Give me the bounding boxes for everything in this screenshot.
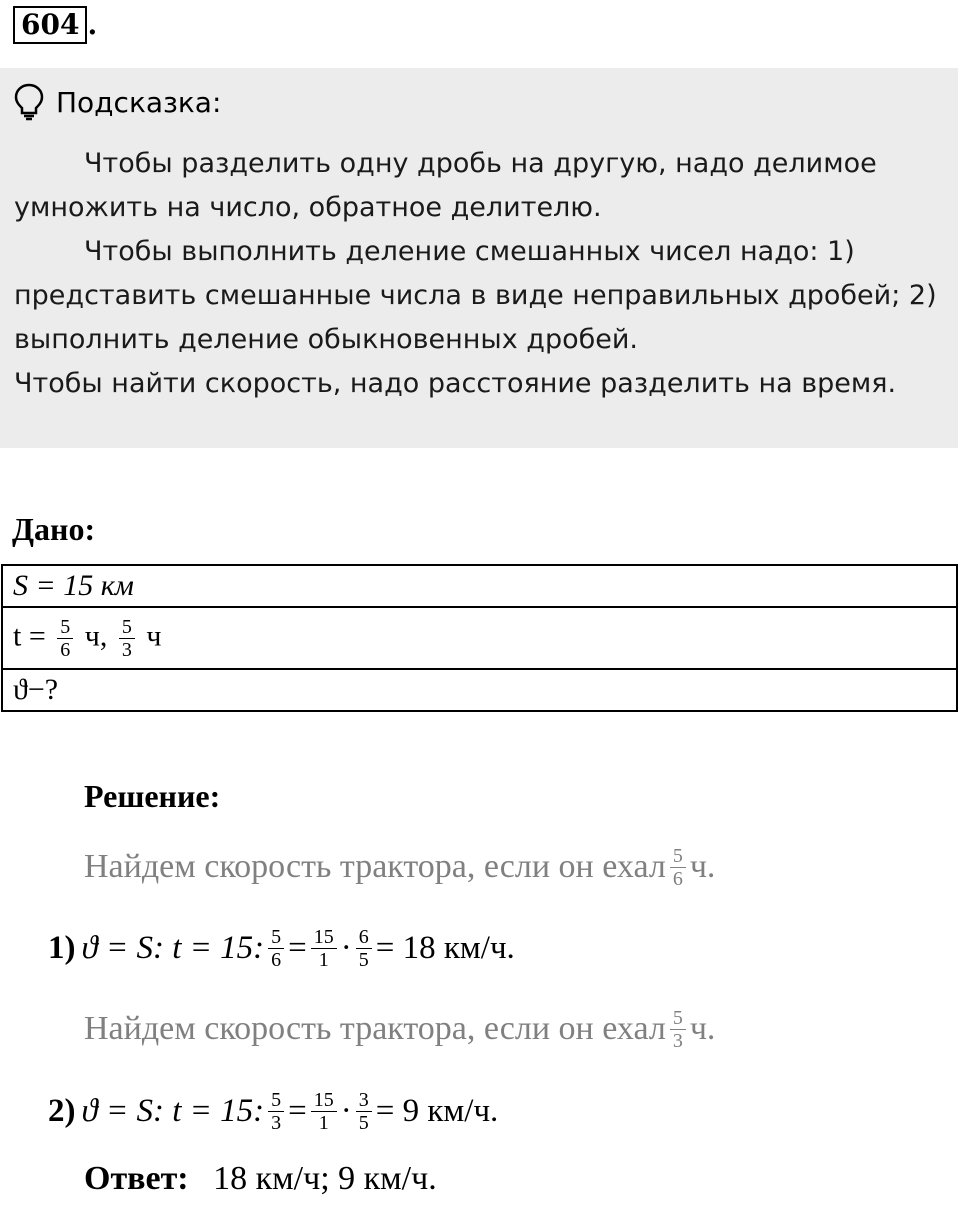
- fraction-denominator: 1: [318, 948, 329, 971]
- given-time-prefix: t =: [13, 618, 46, 652]
- hint-text: [14, 142, 949, 406]
- fraction-numerator: 15: [313, 925, 334, 948]
- hint-title: Подсказка:: [56, 85, 222, 119]
- fraction-denominator: 6: [271, 948, 282, 971]
- fraction: [268, 1089, 284, 1134]
- multiply-sign: ·: [340, 929, 352, 966]
- task-number-box: 604: [13, 6, 87, 44]
- fraction: [119, 616, 135, 661]
- hint-paragraph-2: Чтобы выполнить деление смешанных чисел надо: 1) представить смешанные числа в виде неправильных дробей; 2) выполнить деление обыкновенных дробей.: [14, 236, 937, 355]
- fraction-denominator: 3: [672, 1029, 683, 1052]
- given-row-time: [2, 607, 957, 669]
- given-row-distance: [2, 565, 957, 607]
- fraction-numerator: 6: [358, 925, 369, 948]
- fraction-numerator: 5: [271, 925, 282, 948]
- fraction-denominator: 1: [318, 1111, 329, 1134]
- step-result: = 9 км/ч.: [375, 1092, 499, 1129]
- solution-step-2: [48, 1078, 498, 1144]
- given-distance: S = 15 км: [13, 569, 134, 602]
- fraction-denominator: 5: [358, 948, 369, 971]
- answer: [84, 1160, 437, 1198]
- task-number: [13, 7, 97, 43]
- fraction: [670, 845, 686, 890]
- fraction-numerator: 5: [121, 615, 132, 638]
- fraction-denominator: 3: [121, 638, 132, 661]
- step-number: 2): [48, 1092, 76, 1129]
- equals-sign: =: [288, 1092, 307, 1129]
- step-lhs: ϑ = S: t = 15:: [81, 1092, 265, 1129]
- fraction-denominator: 3: [271, 1111, 282, 1134]
- hint-paragraph-1: Чтобы разделить одну дробь на другую, надо делимое умножить на число, обратное делителю.: [14, 148, 877, 223]
- solution-step-1: [48, 915, 515, 981]
- solution-note-1: [84, 836, 715, 898]
- given-row-unknown: [2, 669, 957, 711]
- fraction-denominator: 6: [672, 867, 683, 890]
- fraction-denominator: 5: [358, 1111, 369, 1134]
- given-time-mid: ч,: [84, 618, 108, 652]
- solution-title: Решение:: [84, 778, 221, 814]
- fraction: [670, 1007, 686, 1052]
- hint-panel: [0, 68, 958, 448]
- fraction: [57, 616, 73, 661]
- note-suffix: ч.: [689, 848, 716, 885]
- fraction-numerator: 5: [60, 615, 71, 638]
- note-suffix: ч.: [689, 1010, 716, 1047]
- given-unknown: ϑ−?: [13, 673, 59, 706]
- fraction-numerator: 5: [271, 1088, 282, 1111]
- lightbulb-icon: [14, 83, 44, 121]
- fraction-numerator: 3: [358, 1088, 369, 1111]
- fraction-numerator: 5: [672, 1006, 683, 1029]
- note-text: Найдем скорость трактора, если он ехал: [84, 1010, 666, 1047]
- given-time-suffix: ч: [146, 618, 162, 652]
- hint-paragraph-3: Чтобы найти скорость, надо расстояние разделить на время.: [14, 368, 897, 399]
- fraction: [268, 926, 284, 971]
- task-number-dot: .: [87, 8, 98, 41]
- fraction: [311, 1089, 337, 1134]
- multiply-sign: ·: [340, 1092, 352, 1129]
- fraction-numerator: 15: [313, 1088, 334, 1111]
- fraction: [311, 926, 337, 971]
- note-text: Найдем скорость трактора, если он ехал: [84, 848, 666, 885]
- fraction: [356, 1089, 372, 1134]
- fraction-denominator: 6: [60, 638, 71, 661]
- solution-note-2: [84, 998, 715, 1060]
- hint-header: [14, 82, 221, 122]
- equals-sign: =: [288, 929, 307, 966]
- answer-label: Ответ:: [84, 1160, 189, 1197]
- step-result: = 18 км/ч.: [375, 929, 515, 966]
- step-number: 1): [48, 929, 76, 966]
- given-table: [1, 564, 958, 712]
- fraction: [356, 926, 372, 971]
- given-title: Дано:: [12, 511, 96, 547]
- fraction-numerator: 5: [672, 844, 683, 867]
- step-lhs: ϑ = S: t = 15:: [81, 929, 265, 966]
- answer-value: 18 км/ч; 9 км/ч.: [213, 1160, 437, 1197]
